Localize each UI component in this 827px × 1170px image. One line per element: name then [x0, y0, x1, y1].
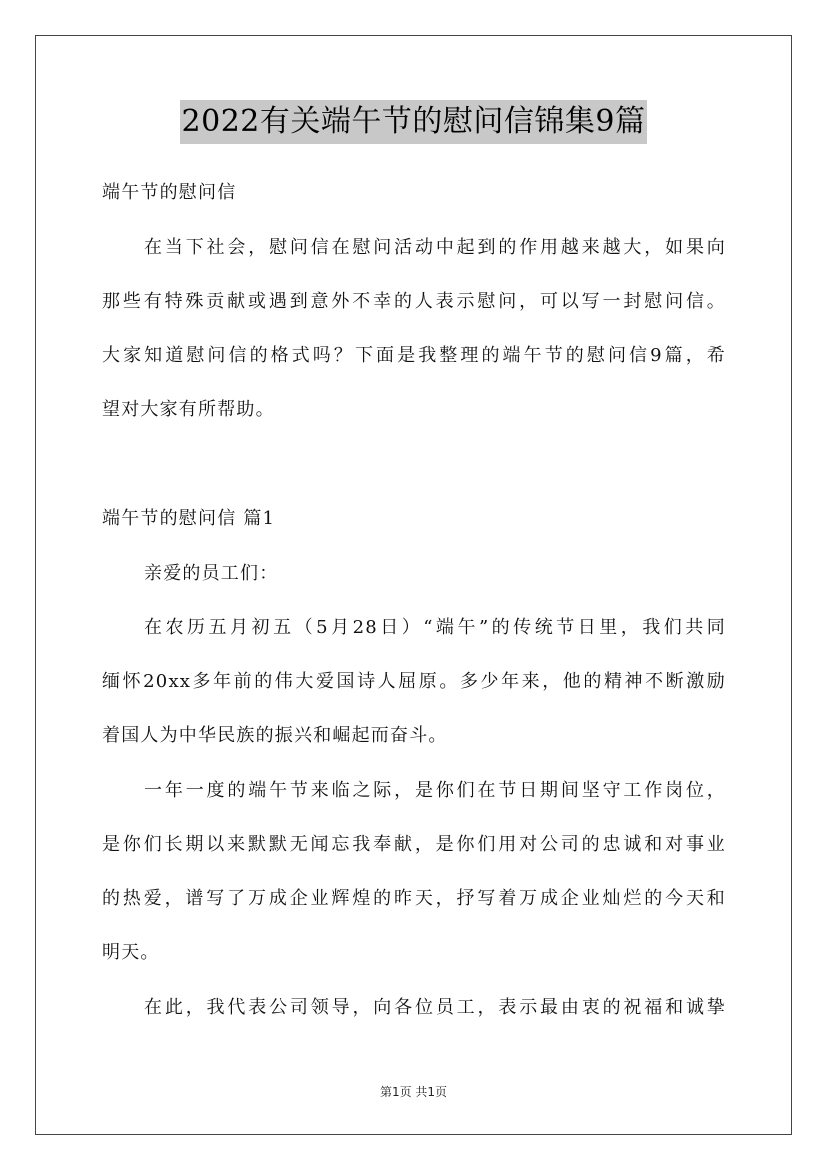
intro-line: 那些有特殊贡献或遇到意外不幸的人表示慰问，可以写一封慰问信。: [102, 291, 726, 312]
para2-line: 的热爱，谱写了万成企业辉煌的昨天，抒写着万成企业灿烂的今天和: [102, 888, 726, 909]
intro-line: 望对大家有所帮助。: [102, 399, 275, 420]
intro-line: 在当下社会，慰问信在慰问活动中起到的作用越来越大，如果向: [144, 237, 726, 258]
salutation: 亲爱的员工们：: [144, 563, 279, 584]
page-title: 2022有关端午节的慰问信锦集9篇: [180, 100, 648, 144]
title-container: [0, 100, 827, 144]
section-heading: 端午节的慰问信 篇1: [102, 508, 276, 529]
para1-line: 缅怀20xx多年前的伟大爱国诗人屈原。多少年来，他的精神不断激励: [102, 671, 726, 692]
para2-line: 明天。: [102, 942, 160, 963]
intro-line: 大家知道慰问信的格式吗？下面是我整理的端午节的慰问信9篇，希: [102, 345, 726, 366]
page-footer: 第1页 共1页: [379, 1085, 448, 1099]
para1-line: 着国人为中华民族的振兴和崛起而奋斗。: [102, 725, 448, 746]
para2-line: 一年一度的端午节来临之际，是你们在节日期间坚守工作岗位，: [144, 780, 726, 801]
para3-line: 在此，我代表公司领导，向各位员工，表示最由衷的祝福和诚挚: [144, 997, 726, 1018]
para2-line: 是你们长期以来默默无闻忘我奉献，是你们用对公司的忠诚和对事业: [102, 834, 726, 855]
para1-line: 在农历五月初五（5月28日）“端午”的传统节日里，我们共同: [144, 617, 726, 638]
heading: 端午节的慰问信: [102, 182, 237, 203]
